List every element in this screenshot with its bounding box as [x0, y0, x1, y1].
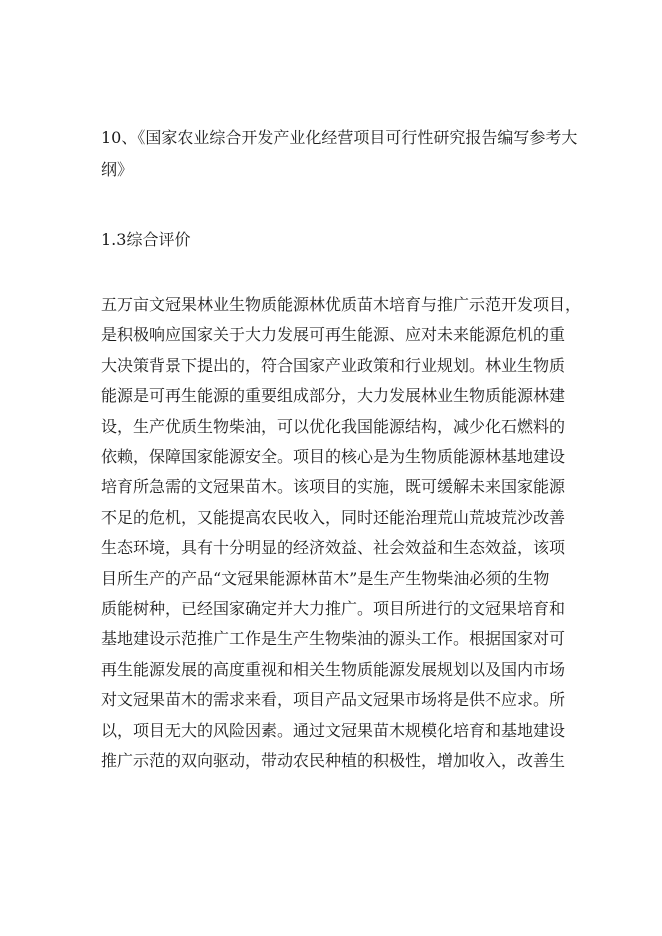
- paragraph-line: 不足的危机，又能提高农民收入，同时还能治理荒山荒坡荒沙改善: [101, 507, 566, 527]
- paragraph-line: 五万亩文冠果林业生物质能源林优质苗木培育与推广示范开发项目，: [101, 295, 582, 314]
- reference-title: [101, 122, 578, 186]
- paragraph-line: 质能树种，已经国家确定并大力推广。项目所进行的文冠果培育和: [101, 599, 566, 619]
- reference-title-line: 10、《国家农业综合开发产业化经营项目可行性研究报告编写参考大: [101, 128, 578, 147]
- paragraph-line: 依赖，保障国家能源安全。项目的核心是为生物质能源林基地建设: [101, 447, 566, 467]
- paragraph-line: 推广示范的双向驱动，带动农民种植的积极性，增加收入，改善生: [101, 751, 566, 771]
- paragraph-line: 基地建设示范推广工作是生产生物柴油的源头工作。根据国家对可: [101, 629, 566, 649]
- paragraph-line: 以，项目无大的风险因素。通过文冠果苗木规模化培育和基地建设: [101, 720, 566, 740]
- paragraph-line: 对文冠果苗木的需求来看，项目产品文冠果市场将是供不应求。所: [101, 690, 566, 710]
- paragraph-line: 再生能源发展的高度重视和相关生物质能源发展规划以及国内市场: [101, 659, 566, 679]
- body-paragraph: [101, 290, 582, 777]
- section-title: 1.3综合评价: [101, 230, 191, 249]
- reference-title-line: 纲》: [101, 160, 134, 179]
- paragraph-line: 目所生产的产品“文冠果能源林苗木”是生产生物柴油必须的生物: [101, 568, 550, 588]
- paragraph-line: 大决策背景下提出的，符合国家产业政策和行业规划。林业生物质: [101, 355, 566, 375]
- paragraph-line: 设，生产优质生物柴油，可以优化我国能源结构，减少化石燃料的: [101, 416, 566, 436]
- paragraph-line: 生态环境，具有十分明显的经济效益、社会效益和生态效益，该项: [101, 538, 566, 558]
- paragraph-line: 能源是可再生能源的重要组成部分，大力发展林业生物质能源林建: [101, 386, 566, 406]
- paragraph-line: 是积极响应国家关于大力发展可再生能源、应对未来能源危机的重: [101, 325, 566, 345]
- paragraph-line: 培育所急需的文冠果苗木。该项目的实施，既可缓解未来国家能源: [101, 477, 566, 497]
